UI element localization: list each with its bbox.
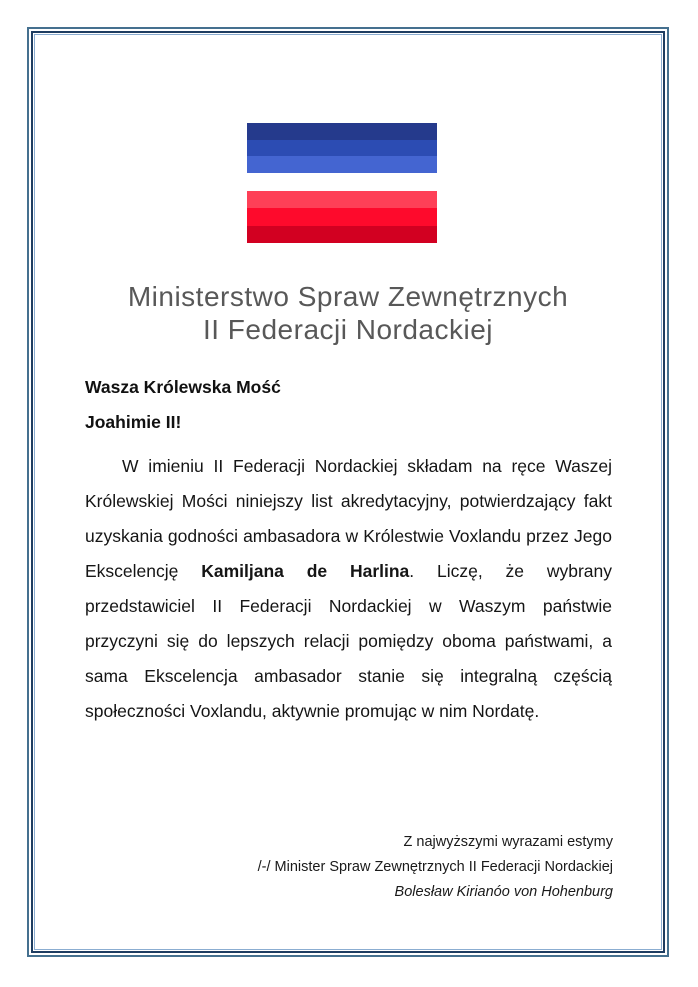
flag-red-stripe-middle (247, 208, 437, 225)
flag-blue-stripe-top (247, 123, 437, 140)
flag-blue-band (247, 123, 437, 173)
flag-red-band (247, 191, 437, 243)
flag-blue-stripe-middle (247, 140, 437, 157)
ministry-title (27, 280, 669, 346)
ministry-title-line-2: II Federacji Nordackiej (202, 314, 494, 345)
closing-minister-line: /-/ Minister Spraw Zewnętrznych II Federacji Nordackiej (257, 859, 613, 875)
flag-graphic (247, 123, 437, 243)
letter-body-text-before: W imieniu II Federacji Nordackiej składam na ręce Waszej Królewskiej Mości niniejszy list akredytacyjny, potwierdzający fakt uzyskania godności ambasadora w Królestwie Voxlandu przez Jego Ekscelencję (85, 456, 612, 581)
ambassador-name: Kamiljana de Harlina (201, 561, 410, 581)
salutation-line-1: Wasza Królewska Mość (85, 377, 281, 397)
flag-red-stripe-top (247, 191, 437, 208)
salutation (85, 370, 612, 440)
ministry-title-line-1: Ministerstwo Spraw Zewnętrznych (127, 281, 569, 312)
flag-red-stripe-bottom (247, 226, 437, 243)
letter-body (85, 449, 612, 729)
closing-courtesy-line: Z najwyższymi wyrazami estymy (403, 834, 613, 850)
flag-blue-stripe-bottom (247, 156, 437, 173)
closing-signature-name: Bolesław Kirianóo von Hohenburg (394, 884, 613, 900)
letter-body-text-after: . Liczę, że wybrany przedstawiciel II Federacji Nordackiej w Waszym państwie przyczyni się do lepszych relacji pomiędzy oboma państwami, a sama Ekscelencja ambasador stanie się integralną częścią społeczności Voxlandu, aktywnie promując w nim Nordatę. (85, 561, 612, 721)
closing-block (73, 830, 613, 905)
salutation-line-2: Joahimie II! (85, 412, 182, 432)
